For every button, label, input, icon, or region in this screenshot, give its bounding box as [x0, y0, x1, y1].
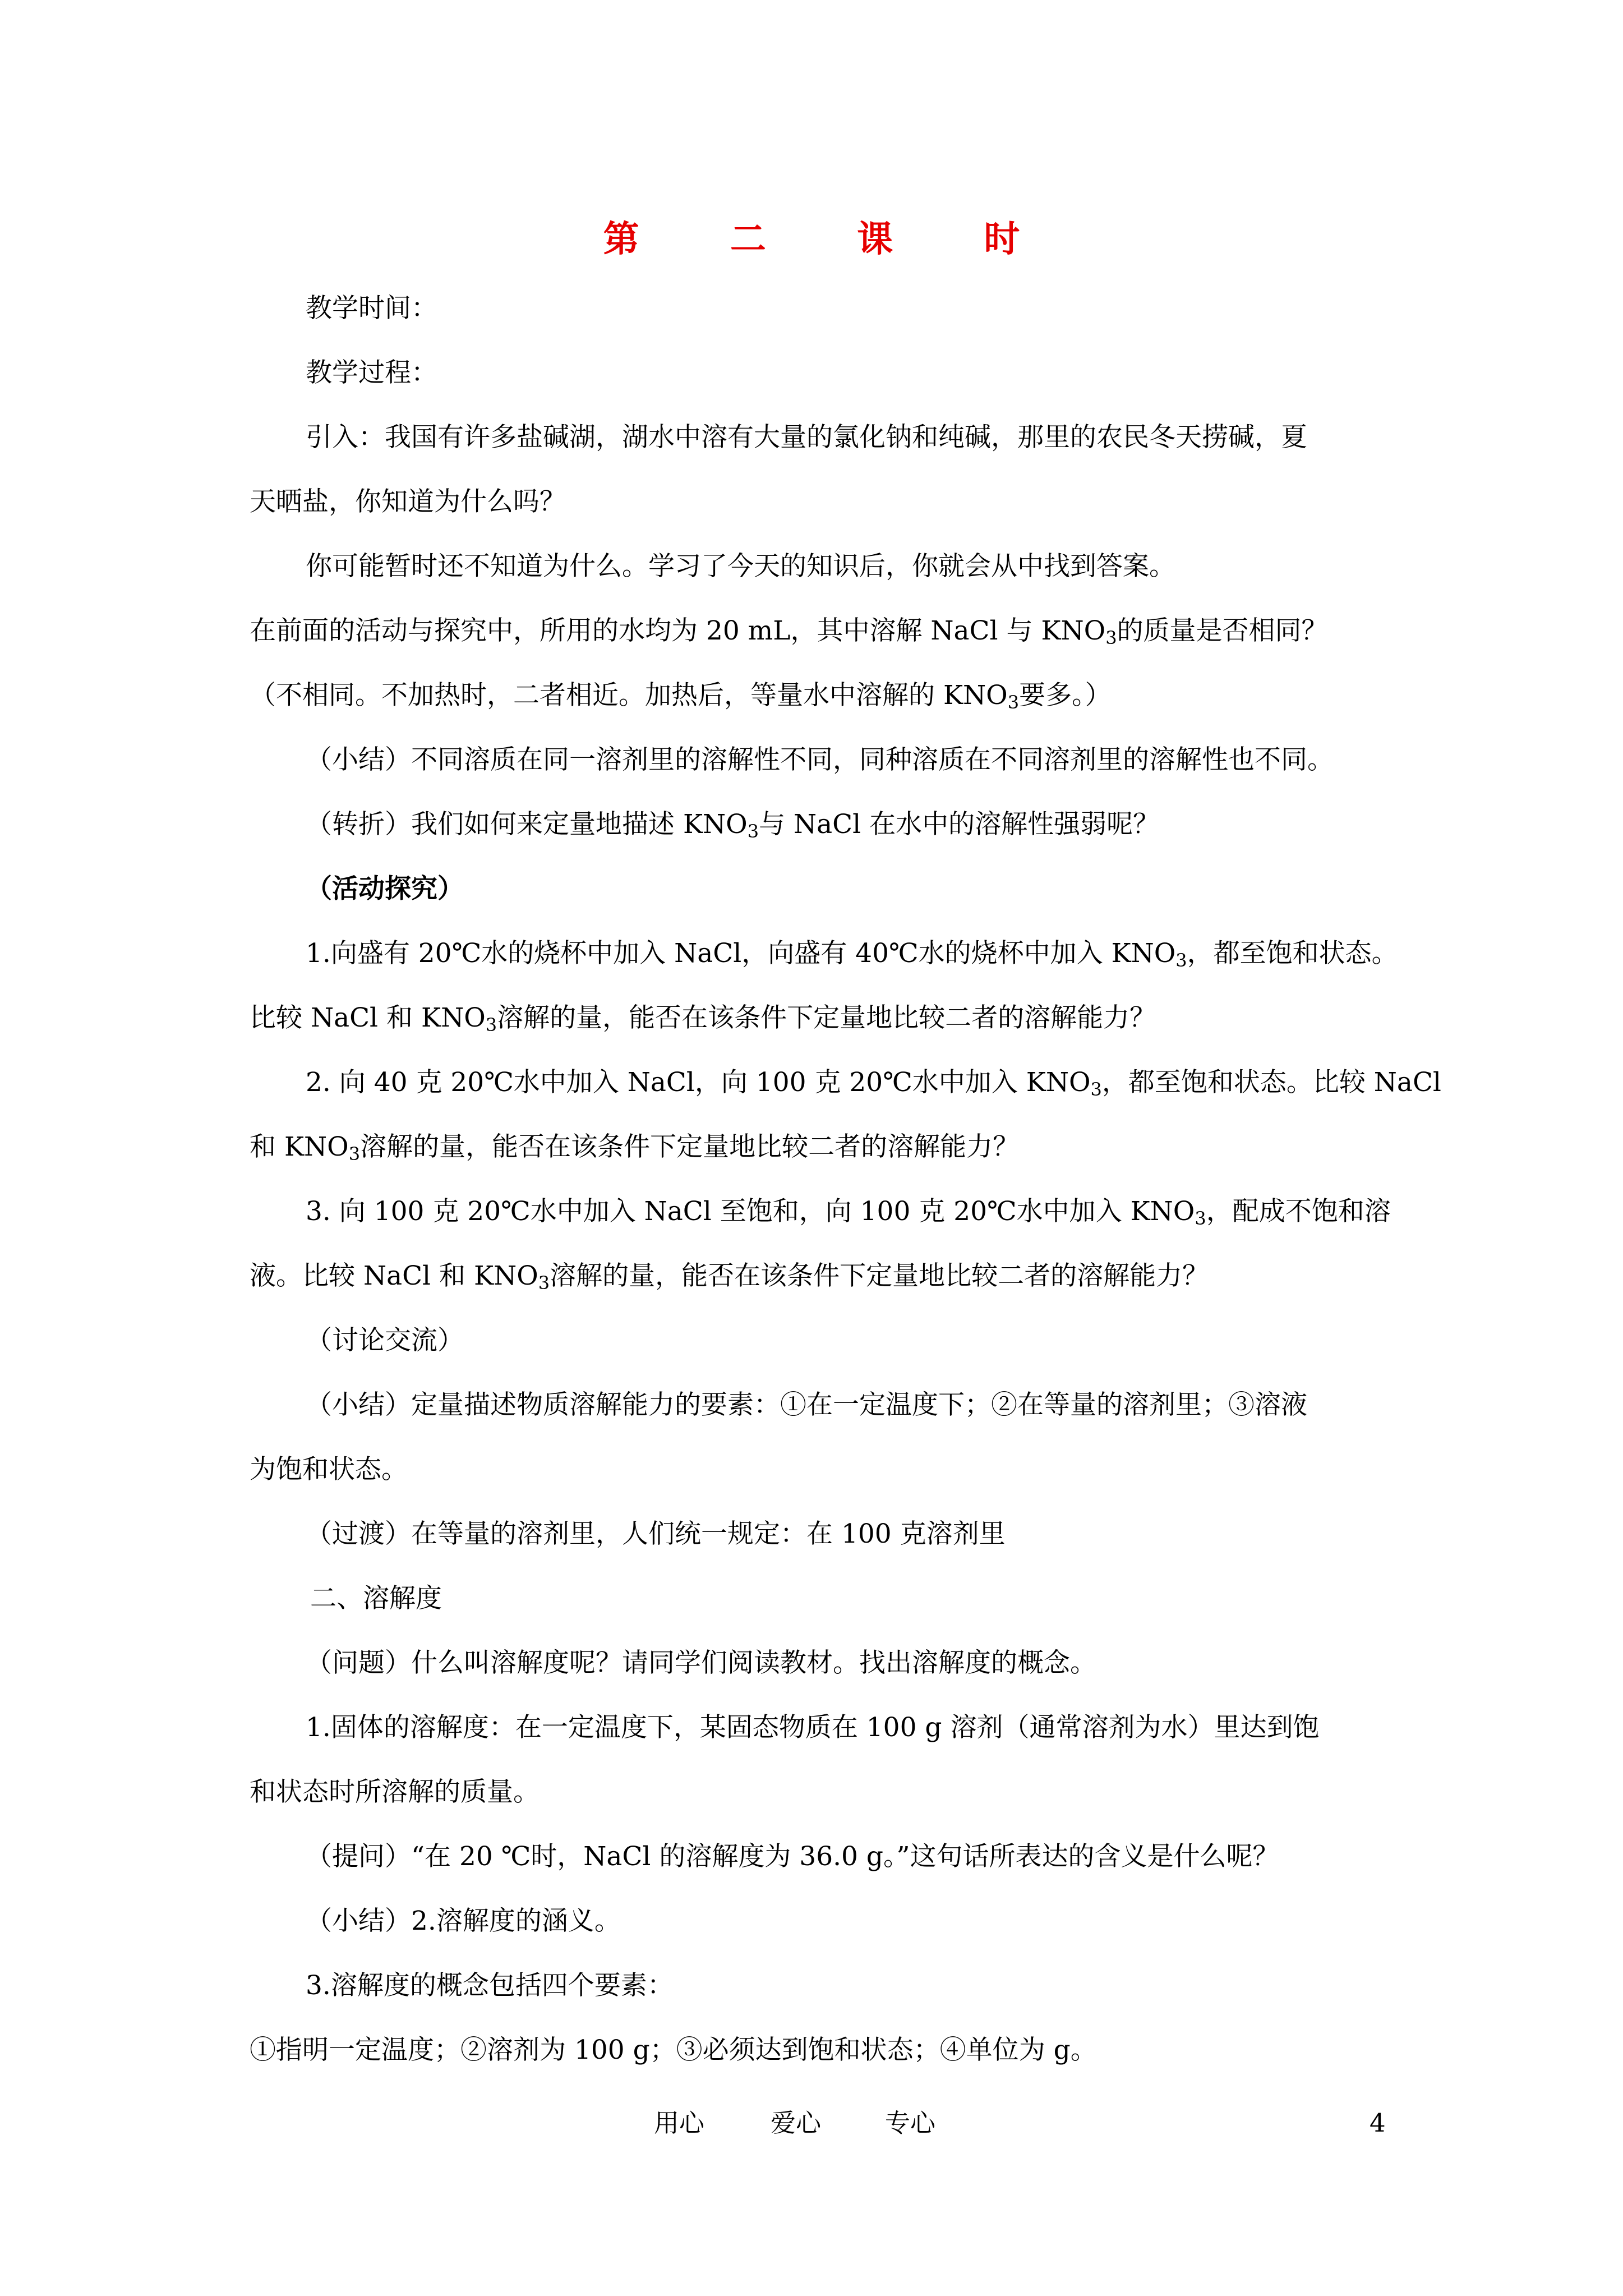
section-heading-solubility: 二、溶解度 — [310, 1583, 442, 1614]
question-meaning: （提问）“在 20 ℃时，NaCl 的溶解度为 36.0 g。”这句话所表达的含义是什么呢？ — [306, 1841, 1279, 1872]
question-definition: （问题）什么叫溶解度呢？请同学们阅读教材。找出溶解度的概念。 — [306, 1648, 1096, 1678]
footer-motto-3: 专心 — [885, 2108, 936, 2138]
activity-item-3-line-2: 液。比较 NaCl 和 $KNO_3$溶解的量，能否在该条件下定量地比较二者的溶解能力？ — [250, 1260, 1209, 1294]
activity-heading: （活动探究） — [306, 873, 464, 904]
teaching-process: 教学过程： — [306, 357, 437, 388]
summary-elements-line-1: （小结）定量描述物质溶解能力的要素：①在一定温度下；②在等量的溶剂里；③溶液 — [306, 1389, 1307, 1420]
footer-motto-2: 爱心 — [771, 2108, 822, 2138]
paragraph-answer: （不相同。不加热时，二者相近。加热后，等量水中溶解的 $KNO_3$要多。） — [250, 680, 1112, 713]
footer-motto-1: 用心 — [654, 2108, 705, 2138]
four-elements-list: ①指明一定温度；②溶剂为 100 g；③必须达到饱和状态；④单位为 g。 — [250, 2035, 1097, 2065]
activity-item-1-line-1: 1.向盛有 20℃水的烧杯中加入 NaCl，向盛有 40℃水的烧杯中加入 $KNO_3$，都至饱和状态。 — [306, 938, 1398, 971]
page-title: 第 二 课 时 — [603, 218, 1059, 260]
paragraph-answer-hint: 你可能暂时还不知道为什么。学习了今天的知识后，你就会从中找到答案。 — [306, 551, 1175, 582]
teaching-time: 教学时间： — [306, 293, 437, 324]
definition-line-2: 和状态时所溶解的质量。 — [250, 1777, 540, 1807]
activity-item-1-line-2: 比较 NaCl 和 $KNO_3$溶解的量，能否在该条件下定量地比较二者的溶解能力？ — [250, 1002, 1156, 1036]
activity-item-2-line-2: 和 $KNO_3$溶解的量，能否在该条件下定量地比较二者的溶解能力？ — [250, 1131, 1020, 1165]
activity-item-3-line-1: 3. 向 100 克 20℃水中加入 NaCl 至饱和，向 100 克 20℃水中加入 $KNO_3$，配成不饱和溶 — [306, 1196, 1391, 1229]
four-elements-heading: 3.溶解度的概念包括四个要素： — [306, 1970, 674, 2001]
definition-line-1: 1.固体的溶解度：在一定温度下，某固态物质在 100 g 溶剂（通常溶剂为水）里达到饱 — [306, 1712, 1320, 1743]
paragraph-intro-1: 引入：我国有许多盐碱湖，湖水中溶有大量的氯化钠和纯碱，那里的农民冬天捞碱，夏 — [306, 422, 1307, 453]
summary-elements-line-2: 为饱和状态。 — [250, 1454, 408, 1485]
activity-item-2-line-1: 2. 向 40 克 20℃水中加入 NaCl，向 100 克 20℃水中加入 $KNO_3$，都至饱和状态。比较 NaCl — [306, 1067, 1441, 1100]
transition-question: （转折）我们如何来定量地描述 $KNO_3$与 NaCl 在水中的溶解性强弱呢？ — [306, 809, 1160, 842]
summary-solubility: （小结）不同溶质在同一溶剂里的溶解性不同，同种溶质在不同溶剂里的溶解性也不同。 — [306, 744, 1334, 775]
paragraph-intro-2: 天晒盐，你知道为什么吗？ — [250, 486, 566, 517]
discussion-heading: （讨论交流） — [306, 1325, 464, 1356]
transition-rule: （过渡）在等量的溶剂里，人们统一规定：在 100 克溶剂里 — [306, 1519, 1006, 1549]
paragraph-question: 在前面的活动与探究中，所用的水均为 20 mL，其中溶解 NaCl 与 $KNO_3$的质量是否相同？ — [250, 615, 1328, 648]
summary-meaning: （小结）2.溶解度的涵义。 — [306, 1906, 621, 1936]
page-number: 4 — [1370, 2108, 1386, 2138]
